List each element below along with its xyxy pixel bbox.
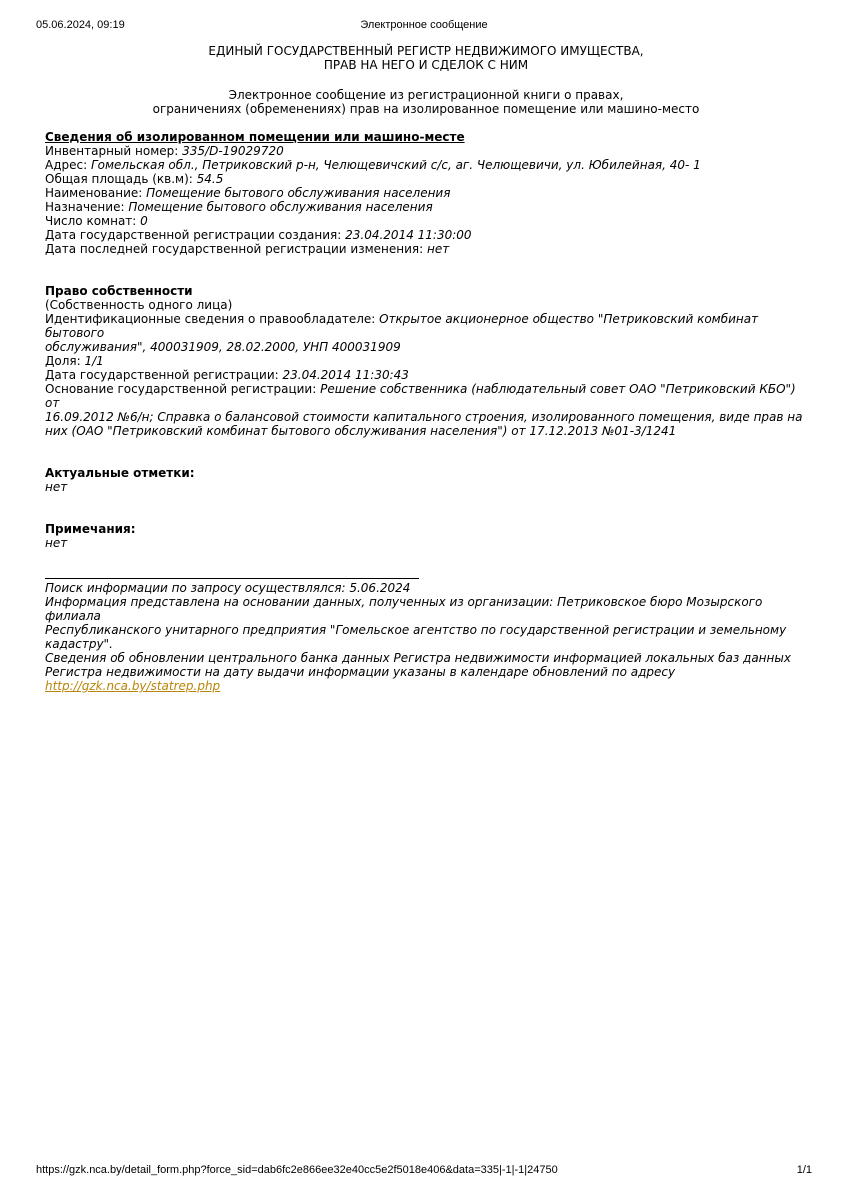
purpose-value: Помещение бытового обслуживания населения xyxy=(128,200,433,214)
print-datetime: 05.06.2024, 09:19 xyxy=(36,19,125,31)
notes-section xyxy=(45,522,807,550)
purpose-row: Назначение: Помещение бытового обслуживания населения xyxy=(45,200,433,214)
print-header xyxy=(36,19,812,35)
basis-value-2: 16.09.2012 №6/н; Справка о балансовой стоимости капитального строения, изолированного помещения, виде прав на xyxy=(45,410,803,424)
document-subtitle xyxy=(45,88,807,116)
statrep-link[interactable]: http://gzk.nca.by/statrep.php xyxy=(45,679,221,693)
reg-changed-row: Дата последней государственной регистрации изменения: нет xyxy=(45,242,450,256)
basis-row: Основание государственной регистрации: Решение собственника (наблюдательный совет ОАО "Петриковский КБО") от xyxy=(45,382,796,410)
source-line-3: кадастру". xyxy=(45,637,113,651)
print-page-number: 1/1 xyxy=(796,1164,812,1176)
document-title xyxy=(45,44,807,72)
holder-value-1: Открытое акционерное общество "Петриковский комбинат бытового xyxy=(45,312,759,340)
reg-created-row: Дата государственной регистрации создания: 23.04.2014 11:30:00 xyxy=(45,228,472,242)
inventory-number-row: Инвентарный номер: 335/D-19029720 xyxy=(45,144,284,158)
source-line-1: Информация представлена на основании данных, полученных из организации: Петриковское бюро Мозырского филиала xyxy=(45,595,763,623)
print-url: https://gzk.nca.by/detail_form.php?force_sid=dab6fc2e866ee32e40cc5e2f5018e406&data=335|-1|-1|24750 xyxy=(36,1164,558,1176)
search-date: Поиск информации по запросу осуществлялся: 5.06.2024 xyxy=(45,581,411,595)
reg-date-value: 23.04.2014 11:30:43 xyxy=(282,368,409,382)
footer-info xyxy=(45,581,807,693)
share-row: Доля: 1/1 xyxy=(45,354,104,368)
holder-row: Идентификационные сведения о правообладателе: Открытое акционерное общество "Петриковский комбинат бытового xyxy=(45,312,759,340)
document-body xyxy=(45,44,807,693)
property-heading: Сведения об изолированном помещении или машино-месте xyxy=(45,130,465,144)
rooms-row: Число комнат: 0 xyxy=(45,214,148,228)
reg-changed-value: нет xyxy=(426,242,450,256)
property-section xyxy=(45,130,807,256)
holder-value-2: обслуживания", 400031909, 28.02.2000, УНП 400031909 xyxy=(45,340,401,354)
print-page-title: Электронное сообщение xyxy=(360,19,488,31)
title-line-2: ПРАВ НА НЕГО И СДЕЛОК С НИМ xyxy=(323,58,529,72)
area-value: 54.5 xyxy=(196,172,224,186)
actual-marks-section xyxy=(45,466,807,494)
actual-marks-heading: Актуальные отметки: xyxy=(45,466,195,480)
update-line-2: Регистра недвижимости на дату выдачи информации указаны в календаре обновлений по адресу xyxy=(45,665,676,679)
inventory-number-value: 335/D-19029720 xyxy=(182,144,284,158)
divider-line xyxy=(45,578,419,579)
share-value: 1/1 xyxy=(84,354,104,368)
name-value: Помещение бытового обслуживания населения xyxy=(146,186,451,200)
source-line-2: Республиканского унитарного предприятия "Гомельское агентство по государственной регистрации и земельному xyxy=(45,623,787,637)
subtitle-line-1: Электронное сообщение из регистрационной книги о правах, xyxy=(228,88,624,102)
title-line-1: ЕДИНЫЙ ГОСУДАРСТВЕННЫЙ РЕГИСТР НЕДВИЖИМОГО ИМУЩЕСТВА, xyxy=(208,44,644,58)
address-value: Гомельская обл., Петриковский р-н, Челющевичский с/с, аг. Челющевичи, ул. Юбилейная, 40- 1 xyxy=(90,158,701,172)
ownership-section xyxy=(45,284,807,438)
basis-value-1: Решение собственника (наблюдательный совет ОАО "Петриковский КБО") от xyxy=(45,382,796,410)
name-row: Наименование: Помещение бытового обслуживания населения xyxy=(45,186,451,200)
ownership-heading: Право собственности xyxy=(45,284,193,298)
notes-heading: Примечания: xyxy=(45,522,136,536)
subtitle-line-2: ограничениях (обременениях) прав на изолированное помещение или машино-место xyxy=(152,102,700,116)
address-row: Адрес: Гомельская обл., Петриковский р-н, Челющевичский с/с, аг. Челющевичи, ул. Юбилейная, 40- 1 xyxy=(45,158,701,172)
reg-created-value: 23.04.2014 11:30:00 xyxy=(345,228,472,242)
actual-marks-value: нет xyxy=(45,480,68,494)
area-row: Общая площадь (кв.м): 54.5 xyxy=(45,172,224,186)
notes-value: нет xyxy=(45,536,68,550)
rooms-value: 0 xyxy=(140,214,148,228)
update-line-1: Сведения об обновлении центрального банка данных Регистра недвижимости информацией локальных баз данных xyxy=(45,651,791,665)
print-footer xyxy=(36,1164,812,1180)
reg-date-row: Дата государственной регистрации: 23.04.2014 11:30:43 xyxy=(45,368,409,382)
ownership-type: (Собственность одного лица) xyxy=(45,298,233,312)
basis-value-3: них (ОАО "Петриковский комбинат бытового обслуживания населения") от 17.12.2013 №01-3/1241 xyxy=(45,424,677,438)
